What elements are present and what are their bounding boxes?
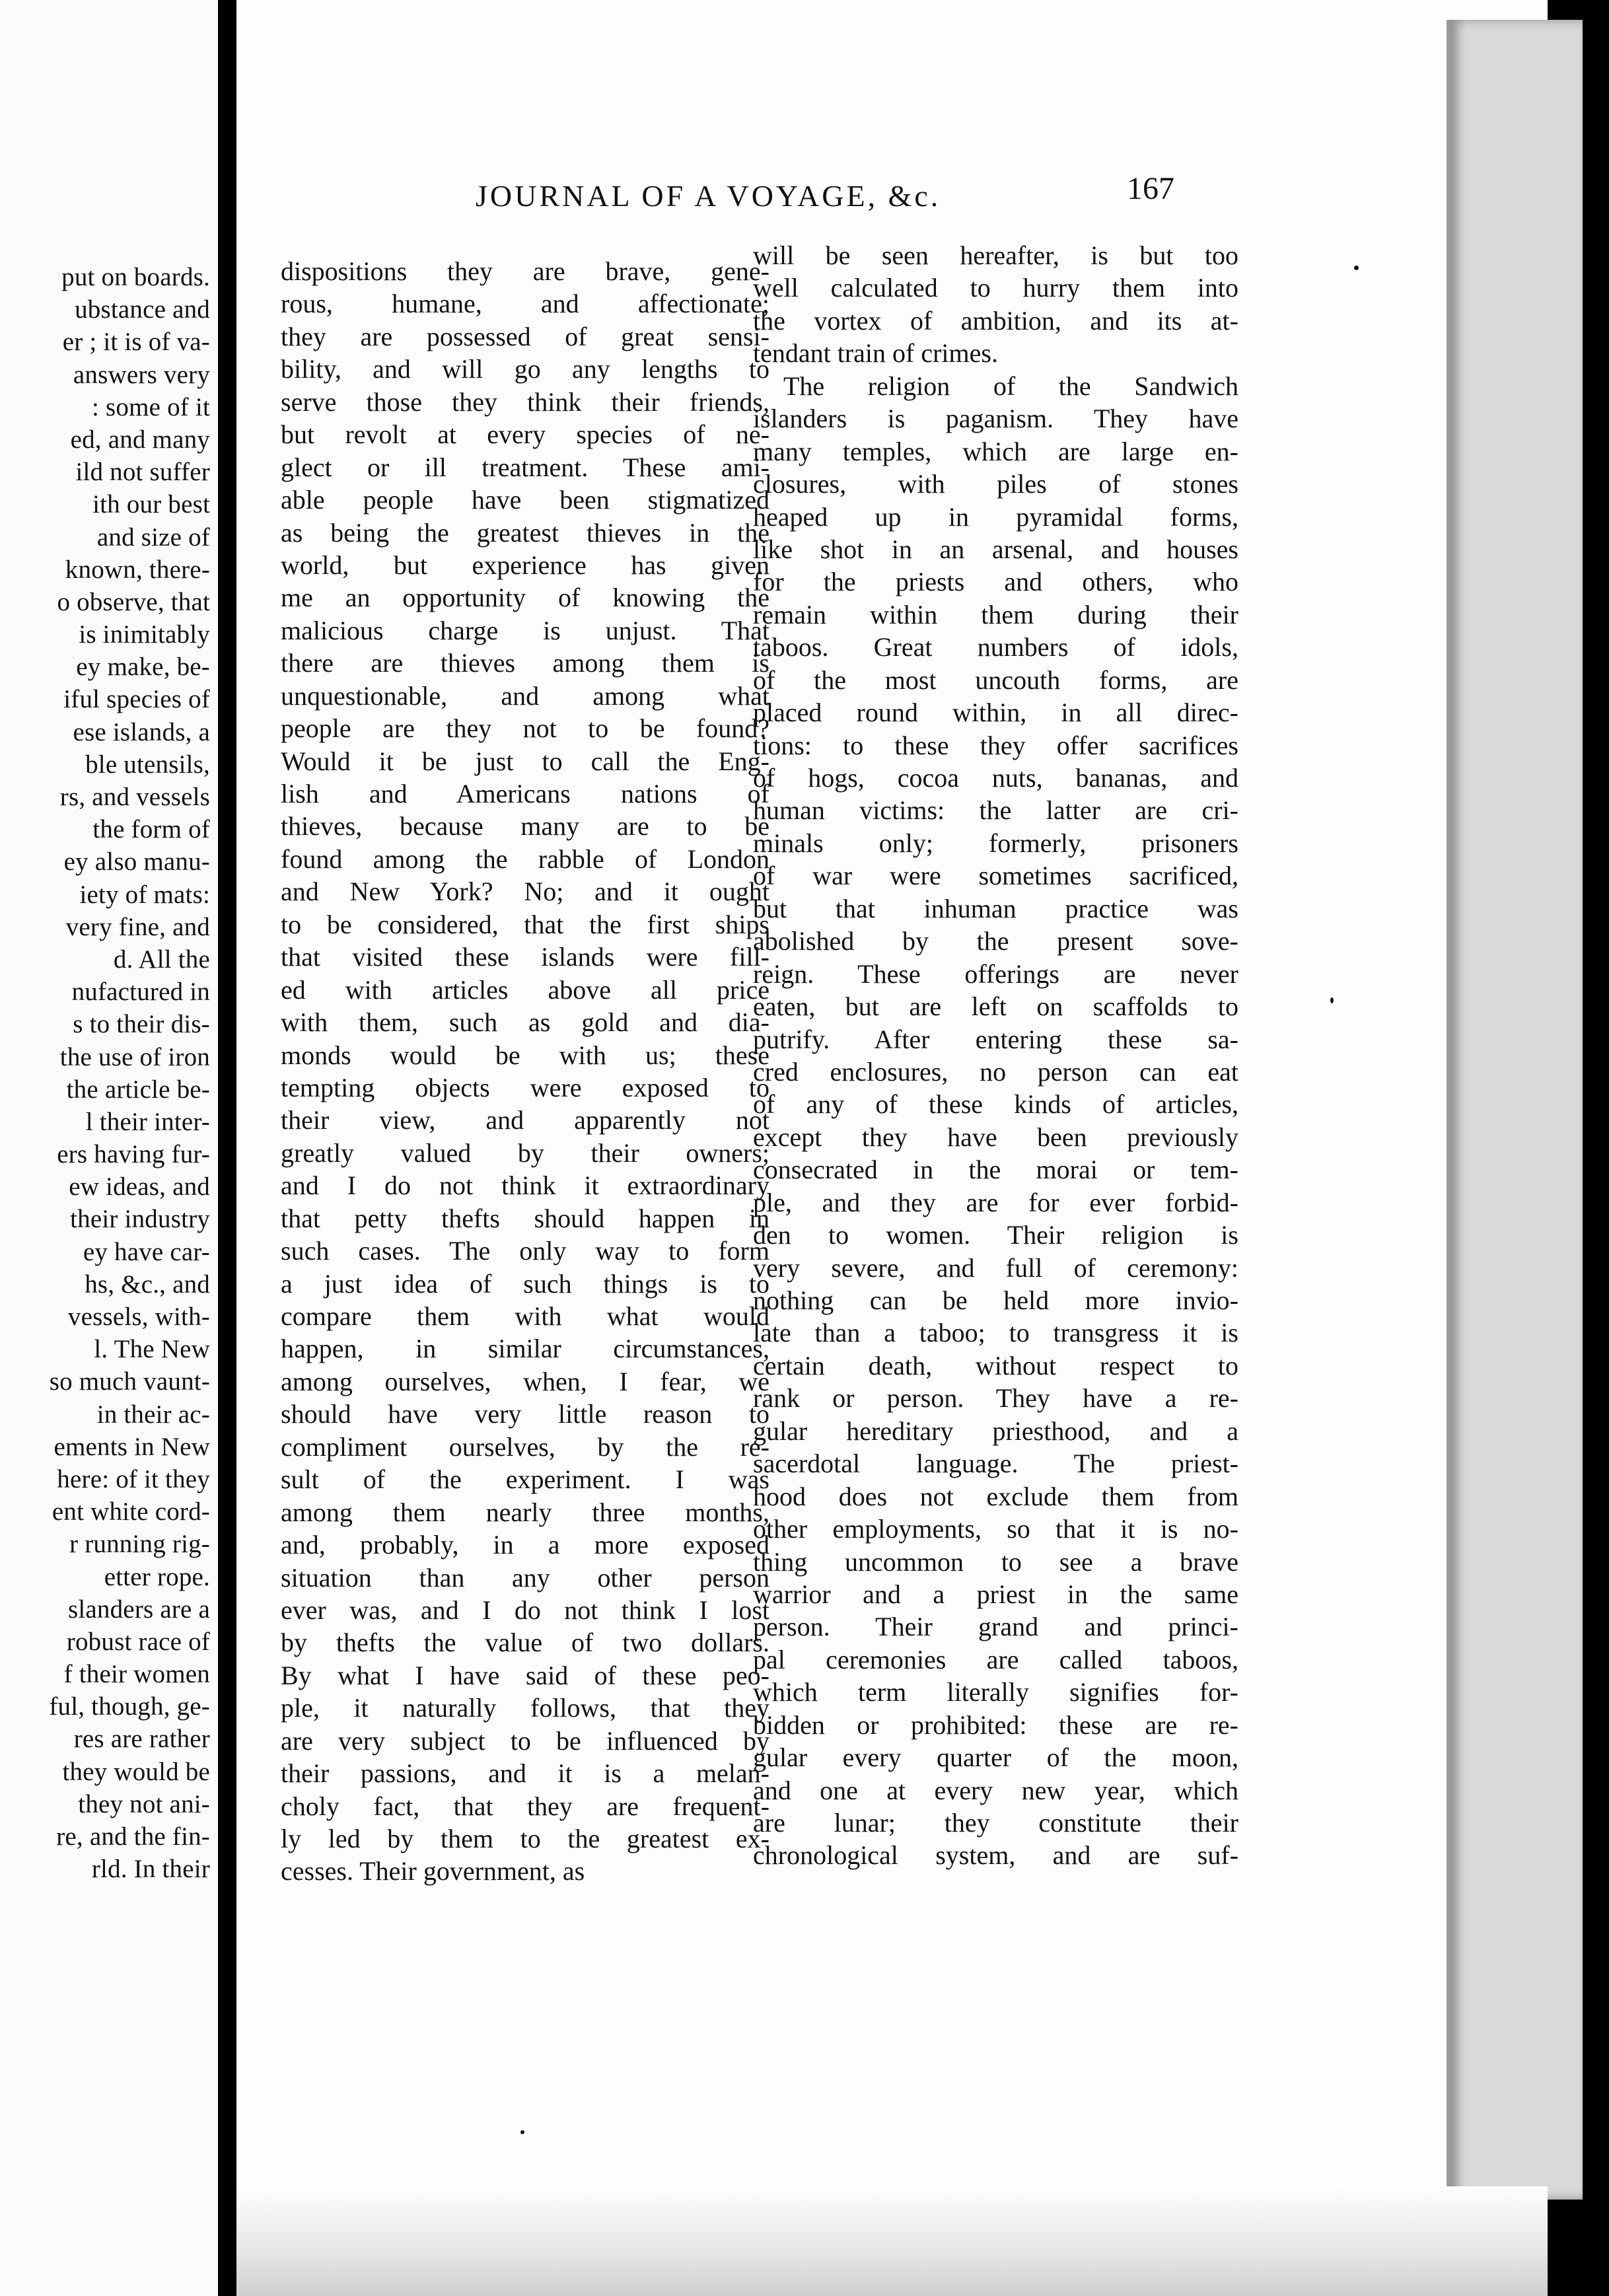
text-line: to be considered, that the first ships: [281, 909, 769, 939]
text-line: serve those they think their friends,: [281, 386, 769, 417]
text-line: by thefts the value of two dollars.: [281, 1628, 769, 1658]
text-line: except they have been previously: [753, 1122, 1238, 1152]
text-line: d. All the: [113, 945, 210, 974]
text-line: ers having fur-: [57, 1140, 210, 1169]
facing-page-fragment: [0, 0, 218, 2296]
text-line: den to women. Their religion is: [753, 1220, 1238, 1250]
text-line: hood does not exclude them from: [753, 1481, 1238, 1511]
text-line: iful species of: [63, 685, 210, 714]
text-line: with them, such as gold and dia-: [281, 1007, 769, 1038]
text-line: situation than any other person: [281, 1562, 769, 1593]
text-line: cesses. Their government, as: [281, 1856, 585, 1886]
text-line: a just idea of such things is to: [281, 1268, 769, 1299]
text-line: so much vaunt-: [49, 1367, 210, 1396]
text-line: greatly valued by their owners;: [281, 1137, 769, 1168]
text-line: vessels, with-: [67, 1303, 210, 1331]
text-line: ey also manu-: [63, 847, 210, 877]
text-line: islanders is paganism. They have: [753, 404, 1238, 434]
text-line: hs, &c., and: [85, 1270, 210, 1299]
book-gutter: [218, 0, 236, 2296]
text-line: ild not suffer: [75, 458, 210, 487]
text-line: res are rather: [73, 1725, 210, 1754]
text-line: which term literally signifies for-: [753, 1677, 1238, 1707]
text-line: : some of it: [92, 392, 210, 421]
ink-speck: [520, 2130, 524, 2134]
text-line: like shot in an arsenal, and houses: [753, 534, 1238, 564]
text-line: they are possessed of great sensi-: [281, 321, 769, 351]
text-column-right: [753, 239, 1238, 1872]
text-line: er ; it is of va-: [62, 328, 210, 357]
text-line: cred enclosures, no person can eat: [753, 1056, 1238, 1087]
text-line: rous, humane, and affectionate;: [281, 289, 769, 319]
page-bottom-shadow: [236, 2186, 1548, 2296]
text-line: remain within them during their: [753, 599, 1238, 629]
page-edge-shadow: [1447, 20, 1583, 2200]
text-line: eaten, but are left on scaffolds to: [753, 991, 1238, 1022]
text-line: dispositions they are brave, gene-: [281, 256, 769, 286]
text-line: and I do not think it extraordinary: [281, 1170, 769, 1201]
text-line: choly fact, that they are frequent-: [281, 1791, 769, 1821]
text-line: glect or ill treatment. These ami-: [281, 452, 769, 482]
text-line: late than a taboo; to transgress it is: [753, 1318, 1238, 1348]
ink-speck: [1330, 997, 1334, 1003]
text-line: there are thieves among them is: [281, 648, 769, 678]
text-line: for the priests and others, who: [753, 567, 1238, 597]
text-line: tempting objects were exposed to: [281, 1072, 769, 1102]
text-line: malicious charge is unjust. That: [281, 615, 769, 645]
text-line: rank or person. They have a re-: [753, 1383, 1238, 1414]
text-line: abolished by the present sove-: [753, 926, 1238, 956]
text-line: of war were sometimes sacrificed,: [753, 861, 1238, 891]
text-line: l. The New: [94, 1335, 210, 1364]
text-line: compliment ourselves, by the re-: [281, 1431, 769, 1462]
text-line: rld. In their: [91, 1855, 210, 1884]
text-line: nufactured in: [71, 978, 210, 1007]
text-line: answers very: [73, 360, 210, 389]
text-line: pal ceremonies are called taboos,: [753, 1644, 1238, 1674]
facing-page-text: [0, 261, 210, 1885]
text-line: that visited these islands were fill-: [281, 942, 769, 972]
text-line: are lunar; they constitute their: [753, 1808, 1238, 1838]
text-line: the article be-: [66, 1075, 210, 1104]
text-line: ent white cord-: [52, 1497, 210, 1526]
text-line: the vortex of ambition, and its at-: [753, 305, 1238, 336]
text-line: people are they not to be found?: [281, 713, 769, 744]
text-line: bidden or prohibited: these are re-: [753, 1709, 1238, 1740]
text-line: happen, in similar circumstances,: [281, 1334, 769, 1364]
text-line: among ourselves, when, I fear, we: [281, 1366, 769, 1396]
text-line: sacerdotal language. The priest-: [753, 1449, 1238, 1479]
text-line: me an opportunity of knowing the: [281, 583, 769, 613]
text-line: o observe, that: [57, 587, 210, 616]
text-line: ly led by them to the greatest ex-: [281, 1824, 769, 1853]
text-line: thing uncommon to see a brave: [753, 1546, 1238, 1577]
text-line: etter rope.: [104, 1562, 210, 1591]
text-line: monds would be with us; these: [281, 1040, 769, 1070]
text-line: ements in New: [54, 1432, 210, 1461]
text-line: ed, and many: [70, 425, 210, 454]
text-line: tions: to these they offer sacrifices: [753, 730, 1238, 760]
text-line: iety of mats:: [79, 880, 210, 909]
text-line: minals only; formerly, prisoners: [753, 828, 1238, 858]
text-line: put on boards.: [61, 263, 210, 291]
text-line: rs, and vessels: [59, 783, 210, 811]
text-line: able people have been stigmatized: [281, 485, 769, 515]
text-line: other employments, so that it is no-: [753, 1514, 1238, 1544]
text-line: and New York? No; and it ought: [281, 877, 769, 907]
text-line: compare them with what would: [281, 1301, 769, 1331]
text-line: warrior and a priest in the same: [753, 1579, 1238, 1609]
text-line: lish and Americans nations of: [281, 779, 769, 808]
text-line: here: of it they: [57, 1464, 210, 1493]
text-line: such cases. The only way to form: [281, 1236, 769, 1266]
text-line: their industry: [70, 1205, 210, 1234]
text-line: bility, and will go any lengths to: [281, 354, 769, 384]
text-line: they would be: [62, 1757, 210, 1786]
text-line: of the most uncouth forms, are: [753, 664, 1238, 695]
text-line: putrify. After entering these sa-: [753, 1024, 1238, 1054]
text-column-left: [281, 255, 769, 1888]
text-line: should have very little reason to: [281, 1399, 769, 1429]
text-line: of hogs, cocoa nuts, bananas, and: [753, 763, 1238, 793]
text-line: and, probably, in a more exposed: [281, 1530, 769, 1560]
text-line: re, and the fin-: [56, 1822, 210, 1851]
text-line: ith our best: [92, 490, 210, 519]
text-line: is inimitably: [79, 620, 210, 649]
text-line: Would it be just to call the Eng-: [281, 746, 769, 776]
text-line: reign. These offerings are never: [753, 958, 1238, 989]
text-line: known, there-: [65, 555, 210, 584]
text-line: and size of: [96, 522, 210, 552]
text-line: in their ac-: [96, 1400, 210, 1429]
text-line: very severe, and full of ceremony:: [753, 1252, 1238, 1283]
text-line: r running rig-: [69, 1530, 210, 1559]
text-line: the form of: [92, 815, 210, 844]
text-line: l their inter-: [85, 1107, 210, 1136]
text-line: thieves, because many are to be: [281, 811, 769, 842]
text-line: ey make, be-: [76, 653, 210, 682]
text-line: gular hereditary priesthood, and a: [753, 1416, 1238, 1446]
text-line: well calculated to hurry them into: [753, 273, 1238, 303]
text-line: robust race of: [66, 1627, 210, 1656]
text-line: certain death, without respect to: [753, 1350, 1238, 1381]
text-line: ple, and they are for ever forbid-: [753, 1187, 1238, 1217]
text-line: ese islands, a: [73, 717, 210, 746]
text-line: taboos. Great numbers of idols,: [753, 632, 1238, 663]
text-line: will be seen hereafter, is but too: [753, 240, 1238, 270]
text-line: and one at every new year, which: [753, 1775, 1238, 1805]
text-line: closures, with piles of stones: [753, 469, 1238, 499]
text-line: they not ani-: [78, 1789, 210, 1818]
text-line: ubstance and: [75, 295, 210, 324]
text-line: the use of iron: [59, 1042, 210, 1071]
text-line: person. Their grand and princi-: [753, 1612, 1238, 1642]
text-line: sult of the experiment. I was: [281, 1464, 769, 1495]
text-line: consecrated in the morai or tem-: [753, 1155, 1238, 1185]
ink-speck: [1354, 266, 1359, 270]
text-line: nothing can be held more invio-: [753, 1285, 1238, 1315]
text-line: slanders are a: [67, 1595, 210, 1624]
text-line: ever was, and I do not think I lost: [281, 1595, 769, 1625]
text-line: ey have car-: [83, 1237, 210, 1266]
text-line: heaped up in pyramidal forms,: [753, 501, 1238, 532]
text-line: s to their dis-: [73, 1010, 210, 1039]
text-line: ple, it naturally follows, that they: [281, 1693, 769, 1723]
text-line: very fine, and: [65, 912, 210, 941]
text-line: world, but experience has given: [281, 550, 769, 580]
page-number: 167: [1127, 171, 1174, 206]
text-line: unquestionable, and among what: [281, 680, 769, 711]
text-line: tendant train of crimes.: [753, 338, 998, 369]
text-line: ble utensils,: [85, 750, 210, 779]
text-line: many temples, which are large en-: [753, 436, 1238, 466]
text-line: chronological system, and are suf-: [753, 1840, 1238, 1871]
text-line: ew ideas, and: [69, 1172, 210, 1202]
text-line: found among the rabble of London: [281, 843, 769, 874]
text-line: placed round within, in all direc-: [753, 698, 1238, 728]
text-line: By what I have said of these peo-: [281, 1660, 769, 1690]
text-line: ed with articles above all price: [281, 974, 769, 1005]
text-line: their view, and apparently not: [281, 1105, 769, 1135]
text-line: that petty thefts should happen in: [281, 1203, 769, 1233]
running-header: JOURNAL OF A VOYAGE, &c.: [476, 179, 941, 213]
text-line: their passions, and it is a melan-: [281, 1758, 769, 1789]
text-line: The religion of the Sandwich: [783, 371, 1238, 401]
text-line: human victims: the latter are cri-: [753, 795, 1238, 826]
text-line: are very subject to be influenced by: [281, 1725, 769, 1756]
text-line: among them nearly three months,: [281, 1497, 769, 1527]
text-line: ful, though, ge-: [49, 1692, 210, 1721]
text-line: of any of these kinds of articles,: [753, 1089, 1238, 1120]
text-line: as being the greatest thieves in the: [281, 517, 769, 548]
text-line: but that inhuman practice was: [753, 893, 1238, 923]
text-line: f their women: [63, 1660, 210, 1689]
text-line: gular every quarter of the moon,: [753, 1742, 1238, 1773]
text-line: but revolt at every species of ne-: [281, 419, 769, 450]
